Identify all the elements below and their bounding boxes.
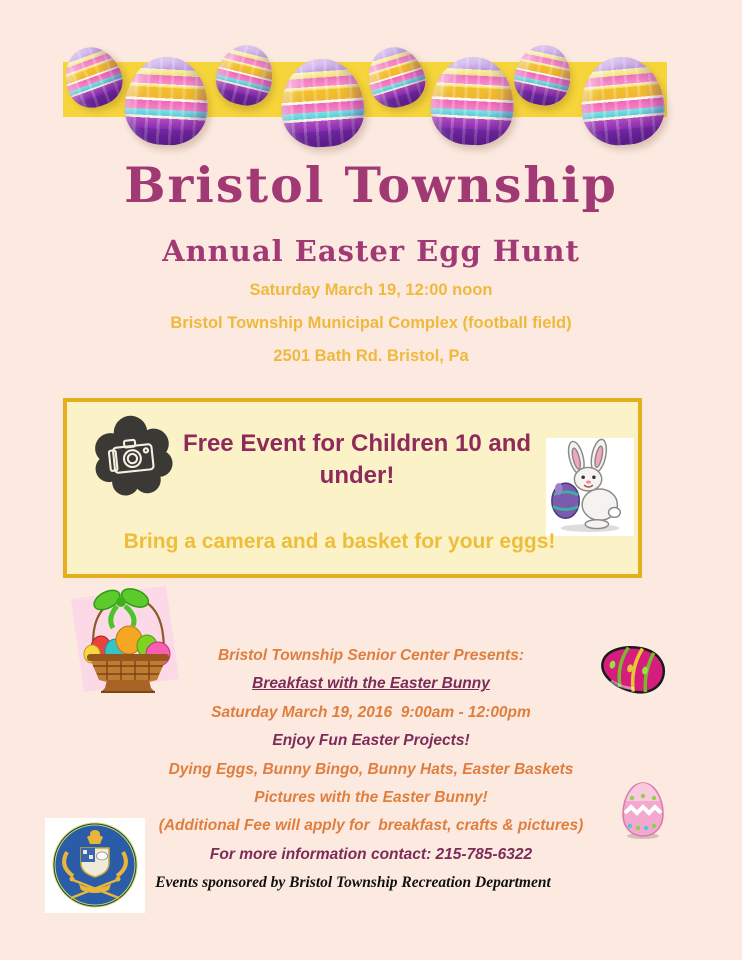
township-seal-logo: [45, 818, 145, 913]
camera-icon: [87, 410, 179, 502]
senior-line-pictures: Pictures with the Easter Bunny!: [254, 789, 488, 807]
page-title: Bristol Township: [124, 156, 618, 214]
senior-line-fee: (Additional Fee will apply for breakfast, crafts & pictures): [158, 817, 584, 835]
sponsor-note: Events sponsored by Bristol Township Recreation Department: [155, 874, 551, 891]
event-address: 2501 Bath Rd. Bristol, Pa: [273, 347, 469, 365]
senior-line-contact: For more information contact: 215-785-6322: [209, 845, 533, 863]
pink-zigzag-egg-icon: [619, 782, 667, 840]
free-event-box: [63, 398, 642, 578]
bunny-with-egg-image: [546, 438, 634, 536]
page-subtitle: Annual Easter Egg Hunt: [162, 234, 580, 268]
event-location: Bristol Township Municipal Complex (football field): [170, 314, 572, 332]
event-datetime: Saturday March 19, 12:00 noon: [249, 281, 493, 299]
bring-camera-note: Bring a camera and a basket for your eggs!: [123, 530, 556, 553]
free-event-heading: Free Event for Children 10 and under!: [182, 430, 532, 490]
senior-line-date: Saturday March 19, 2016 9:00am - 12:00pm: [211, 703, 531, 721]
senior-line-breakfast: Breakfast with the Easter Bunny: [252, 675, 490, 693]
senior-line-projects: Enjoy Fun Easter Projects!: [272, 732, 470, 750]
senior-line-presents: Bristol Township Senior Center Presents:: [217, 647, 525, 664]
senior-line-activities: Dying Eggs, Bunny Bingo, Bunny Hats, Easter Baskets: [168, 760, 574, 778]
